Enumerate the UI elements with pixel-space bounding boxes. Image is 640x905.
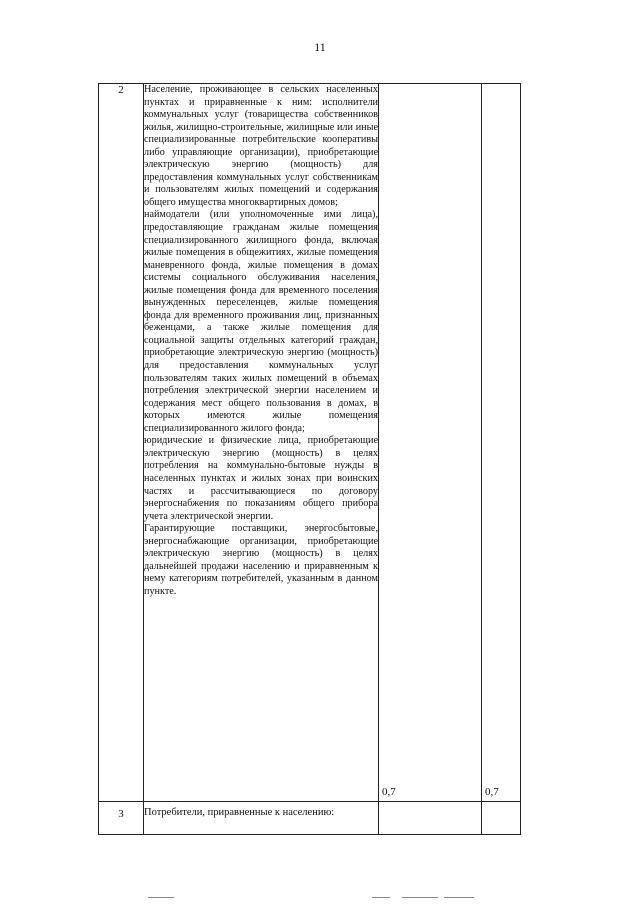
description-paragraph: Потребители, приравненные к населению: [144, 807, 335, 818]
tariff-table [98, 83, 521, 835]
scan-footer-marks [140, 897, 540, 901]
value-1: 0,7 [382, 786, 396, 798]
page-number: 11 [314, 40, 326, 54]
row-description [144, 802, 379, 835]
description-paragraph: Гарантирующие поставщики, энергосбытовые, энергоснабжающие организации, приобретающие электрическую энергию (мощность) в целях дальнейшей продажи населению и приравненным к нему категориям потребителей, указанным в данном пункте. [144, 523, 378, 597]
value-2: 0,7 [485, 786, 499, 798]
table-row [99, 802, 521, 835]
value-cell-1 [379, 802, 482, 835]
description-paragraph: наймодатели (или уполномоченные ими лица), предоставляющие гражданам жилые помещения специализированного жилищного фонда, включая жилые помещения в общежитиях, жилые помещения маневренного фонда, жилые помещения в домах системы социального обслуживания населения, жилые помещения фонда для временного поселения вынужденных переселенцев, жилые помещения фонда для временного проживания лиц, признанных беженцами, а также жилые помещения для социальной защиты отдельных категорий граждан, приобретающие электрическую энергию (мощность) для предоставления коммунальных услуг пользователям таких жилых помещений в объемах потребления электрической энергии населением и содержания мест общего пользования в домах, в которых имеются жилые помещения специализированного жилого фонда; [144, 209, 378, 434]
row-description [144, 84, 379, 802]
table-row [99, 84, 521, 802]
value-cell-2 [482, 84, 521, 802]
description-paragraph: Население, проживающее в сельских населенных пунктах и приравненные к ним: исполнители коммунальных услуг (товарищества собственников жилья, жилищно-строительные, жилищные или иные специализированные потребительские кооперативы либо управляющие организации), приобретающие электрическую энергию (мощность) для предоставления коммунальных услуг собственникам и пользователям жилых помещений и содержания общего имущества многоквартирных домов; [144, 84, 378, 208]
value-cell-1 [379, 84, 482, 802]
row-number: 3 [99, 802, 144, 835]
value-cell-2 [482, 802, 521, 835]
row-number: 2 [99, 84, 144, 802]
description-paragraph: юридические и физические лица, приобретающие электрическую энергию (мощность) в целях потребления на коммунально-бытовые нужды в населенных пунктах и жилых зонах при воинских частях и рассчитывающиеся по договору энергоснабжения по показаниям общего прибора учета электрической энергии. [144, 435, 378, 522]
